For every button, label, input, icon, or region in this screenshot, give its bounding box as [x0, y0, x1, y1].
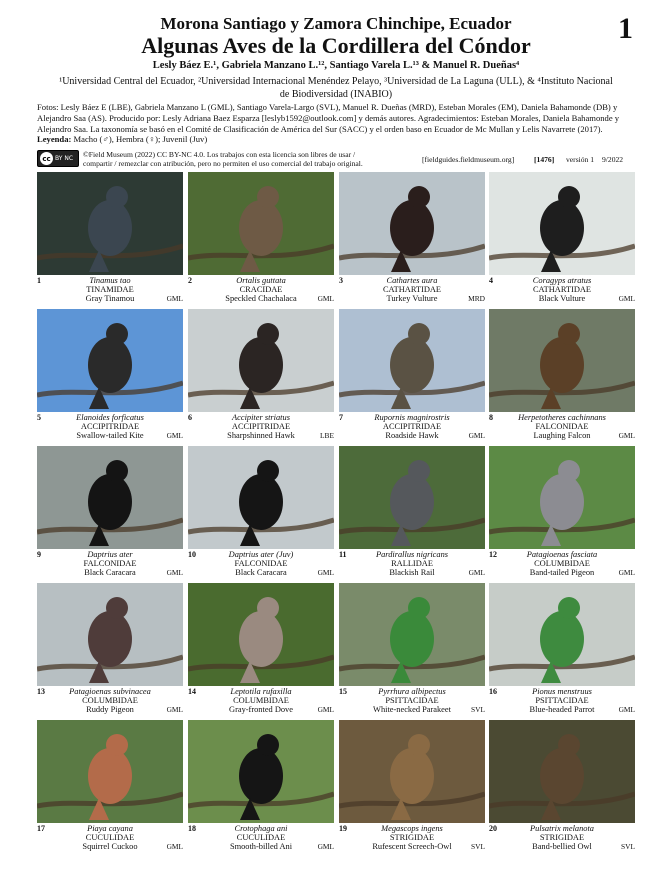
species-card	[489, 172, 635, 308]
bird-photo	[489, 446, 635, 549]
license-line-2: compartir / remezclar con atribución, pero no permiten el uso comercial del trabajo original.	[83, 159, 363, 168]
species-card	[37, 172, 183, 308]
family-name: PSITTACIDAE	[385, 696, 439, 705]
license-line-1: ©Field Museum (2022) CC BY-NC 4.0. Los trabajos con esta licencia son libres de usar /	[83, 150, 356, 159]
species-number: 14	[188, 687, 196, 696]
affiliations	[40, 75, 632, 101]
common-name: Roadside Hawk	[385, 431, 439, 440]
bird-photo	[37, 172, 183, 275]
affiliation-line-2: de Biodiversidad (INABIO)	[279, 89, 393, 100]
common-name: Smooth-billed Ani	[229, 842, 293, 851]
page-title: Algunas Aves de la Cordillera del Cóndor	[141, 33, 531, 58]
scientific-name: Ortalis guttata	[236, 276, 286, 285]
cc-badge-mark: cc	[40, 152, 53, 165]
photo-credit: GML	[618, 294, 635, 303]
scientific-name: Pulsatrix melanota	[530, 824, 594, 833]
species-number: 7	[339, 413, 343, 422]
photo-credit: GML	[166, 431, 183, 440]
cc-license-icon[interactable]	[37, 150, 79, 167]
family-name: ACCIPITRIDAE	[382, 422, 442, 431]
species-number: 12	[489, 550, 497, 559]
scientific-name: Herpetotheres cachinnans	[518, 413, 606, 422]
species-card	[489, 583, 635, 719]
bird-photo	[37, 720, 183, 823]
authors-line: Lesly Báez E.¹, Gabriela Manzano L.¹², Santiago Varela L.¹³ & Manuel R. Dueñas⁴	[152, 60, 520, 71]
scientific-name: Pionus menstruus	[532, 687, 592, 696]
photo-credit: MRD	[468, 294, 485, 303]
scientific-name: Rupornis magnirostris	[374, 413, 450, 422]
common-name: Speckled Chachalaca	[225, 294, 297, 303]
species-card	[339, 172, 485, 308]
species-card	[339, 720, 485, 856]
bird-photo	[188, 583, 334, 686]
scientific-name: Elanoides forficatus	[76, 413, 144, 422]
common-name: Band-bellied Owl	[532, 842, 592, 851]
scientific-name: Pardirallus nigricans	[375, 550, 449, 559]
common-name: Black Caracara	[235, 568, 287, 577]
common-name: Sharpshinned Hawk	[227, 431, 295, 440]
scientific-name: Crotophaga ani	[234, 824, 288, 833]
photo-credit: GML	[618, 705, 635, 714]
site-url[interactable]: [fieldguides.fieldmuseum.org]	[422, 155, 515, 164]
guide-code: [1476]	[534, 155, 555, 164]
license-text	[83, 150, 403, 168]
species-card	[339, 583, 485, 719]
scientific-name: Daptrius ater (Juv)	[228, 550, 294, 559]
guide-date: 9/2022	[602, 155, 624, 164]
species-card	[37, 583, 183, 719]
family-name: COLUMBIDAE	[534, 559, 590, 568]
scientific-name: Accipiter striatus	[232, 413, 290, 422]
species-number: 9	[37, 550, 41, 559]
scientific-name: Cathartes aura	[386, 276, 438, 285]
family-name: FALCONIDAE	[83, 559, 137, 568]
bird-photo	[339, 309, 485, 412]
family-name: RALLIDAE	[391, 559, 433, 568]
bird-photo	[489, 720, 635, 823]
family-name: CRACIDAE	[239, 285, 283, 294]
species-number: 6	[188, 413, 192, 422]
species-number: 10	[188, 550, 196, 559]
family-name: CUCULIDAE	[85, 833, 135, 842]
species-card	[37, 446, 183, 582]
family-name: PSITTACIDAE	[535, 696, 589, 705]
species-card	[37, 720, 183, 856]
affiliation-line-1: ¹Universidad Central del Ecuador, ²Universidad Internacional Menéndez Pelayo, ³Universidad de La Laguna (ULL), & ⁴Instituto Nacional	[59, 76, 613, 87]
credits-paragraph	[37, 102, 637, 145]
common-name: Black Caracara	[84, 568, 136, 577]
scientific-name: Patagioenas fasciata	[526, 550, 598, 559]
bird-photo	[188, 446, 334, 549]
scientific-name: Daptrius ater	[87, 550, 133, 559]
common-name: Swallow-tailed Kite	[76, 431, 144, 440]
guide-version: versión 1	[566, 155, 595, 164]
common-name: Gray-fronted Dove	[229, 705, 293, 714]
family-name: ACCIPITRIDAE	[231, 422, 291, 431]
common-name: Rufescent Screech-Owl	[372, 842, 452, 851]
family-name: ACCIPITRIDAE	[80, 422, 140, 431]
scientific-name: Megascops ingens	[381, 824, 443, 833]
species-number: 1	[37, 276, 41, 285]
family-name: STRIGIDAE	[539, 833, 585, 842]
license-row	[37, 150, 637, 172]
common-name: Squirrel Cuckoo	[82, 842, 138, 851]
scientific-name: Coragyps atratus	[532, 276, 592, 285]
bird-photo	[489, 172, 635, 275]
common-name: Blue-headed Parrot	[529, 705, 595, 714]
family-name: COLUMBIDAE	[233, 696, 289, 705]
photo-credit: SVL	[471, 842, 485, 851]
species-number: 17	[37, 824, 45, 833]
bird-photo	[339, 446, 485, 549]
photo-credit: GML	[166, 568, 183, 577]
species-number: 13	[37, 687, 45, 696]
species-number: 4	[489, 276, 493, 285]
bird-photo	[339, 172, 485, 275]
common-name: Black Vulture	[538, 294, 586, 303]
page-number: 1	[618, 12, 633, 45]
bird-photo	[188, 720, 334, 823]
species-number: 11	[339, 550, 347, 559]
photo-credit: GML	[166, 294, 183, 303]
photo-credit: SVL	[621, 842, 635, 851]
common-name: Gray Tinamou	[85, 294, 135, 303]
bird-photo	[489, 309, 635, 412]
common-name: Blackish Rail	[389, 568, 435, 577]
bird-photo	[489, 583, 635, 686]
species-grid	[37, 172, 637, 862]
species-number: 19	[339, 824, 347, 833]
species-card	[339, 309, 485, 445]
photo-credit: GML	[317, 842, 334, 851]
species-number: 8	[489, 413, 493, 422]
species-number: 20	[489, 824, 497, 833]
family-name: FALCONIDAE	[535, 422, 589, 431]
photo-credit: GML	[468, 431, 485, 440]
family-name: FALCONIDAE	[234, 559, 288, 568]
scientific-name: Pyrrhura albipectus	[378, 687, 446, 696]
species-card	[489, 446, 635, 582]
scientific-name: Tinamus tao	[89, 276, 131, 285]
photo-credit: GML	[317, 705, 334, 714]
species-card	[188, 720, 334, 856]
legend-label: Leyenda:	[37, 134, 72, 145]
species-card	[188, 583, 334, 719]
species-number: 18	[188, 824, 196, 833]
common-name: White-necked Parakeet	[373, 705, 451, 714]
species-number: 5	[37, 413, 41, 422]
bird-photo	[339, 583, 485, 686]
bird-photo	[188, 309, 334, 412]
species-card	[188, 309, 334, 445]
bird-photo	[188, 172, 334, 275]
species-number: 16	[489, 687, 497, 696]
bird-photo	[37, 583, 183, 686]
photo-credit: GML	[166, 842, 183, 851]
family-name: STRIGIDAE	[389, 833, 435, 842]
species-number: 2	[188, 276, 192, 285]
bird-photo	[37, 446, 183, 549]
region-title: Morona Santiago y Zamora Chinchipe, Ecuador	[160, 14, 512, 33]
species-card	[188, 446, 334, 582]
photo-credit: SVL	[471, 705, 485, 714]
common-name: Laughing Falcon	[533, 431, 591, 440]
species-card	[37, 309, 183, 445]
photo-credit: GML	[618, 568, 635, 577]
species-number: 3	[339, 276, 343, 285]
species-number: 15	[339, 687, 347, 696]
bird-photo	[37, 309, 183, 412]
family-name: CUCULIDAE	[236, 833, 286, 842]
scientific-name: Patagioenas subvinacea	[69, 687, 151, 696]
photo-credit: GML	[317, 294, 334, 303]
species-card	[339, 446, 485, 582]
family-name: CATHARTIDAE	[382, 285, 442, 294]
cc-badge-terms: BY NC	[55, 155, 74, 162]
photo-credit: GML	[317, 568, 334, 577]
species-card	[188, 172, 334, 308]
scientific-name: Piaya cayana	[87, 824, 133, 833]
family-name: CATHARTIDAE	[532, 285, 592, 294]
common-name: Turkey Vulture	[386, 294, 438, 303]
family-name: COLUMBIDAE	[82, 696, 138, 705]
common-name: Ruddy Pigeon	[86, 705, 134, 714]
photo-credit: GML	[618, 431, 635, 440]
species-card	[489, 720, 635, 856]
scientific-name: Leptotila rufaxilla	[230, 687, 292, 696]
common-name: Band-tailed Pigeon	[529, 568, 595, 577]
family-name: TINAMIDAE	[86, 285, 134, 294]
credits-text: Fotos: Lesly Báez E (LBE), Gabriela Manzano L (GML), Santiago Varela-Largo (SVL), Manuel R. Dueñas (MRD), Esteban Morales (EM), Daniela Bahamonde (DB) y Alejandro Saa (AS). Producido por: Lesly Adriana Baez Esparza [leslyb1592@outlook.com] y demás autores. Agradecimientos: Esteban Morales, Daniela Bahamonde y Alejandro Saa. La taxonomía se basó en el Comité de Clasificación de América del Sur (SACC) y el orden baso en Ecuador de Mc Mullan y Lelis Navarrete (2017).	[37, 102, 620, 134]
photo-credit: GML	[166, 705, 183, 714]
bird-photo	[339, 720, 485, 823]
legend-text: Macho (♂), Hembra (♀); Juvenil (Juv)	[73, 134, 208, 145]
photo-credit: GML	[468, 568, 485, 577]
photo-credit: LBE	[320, 431, 334, 440]
species-card	[489, 309, 635, 445]
